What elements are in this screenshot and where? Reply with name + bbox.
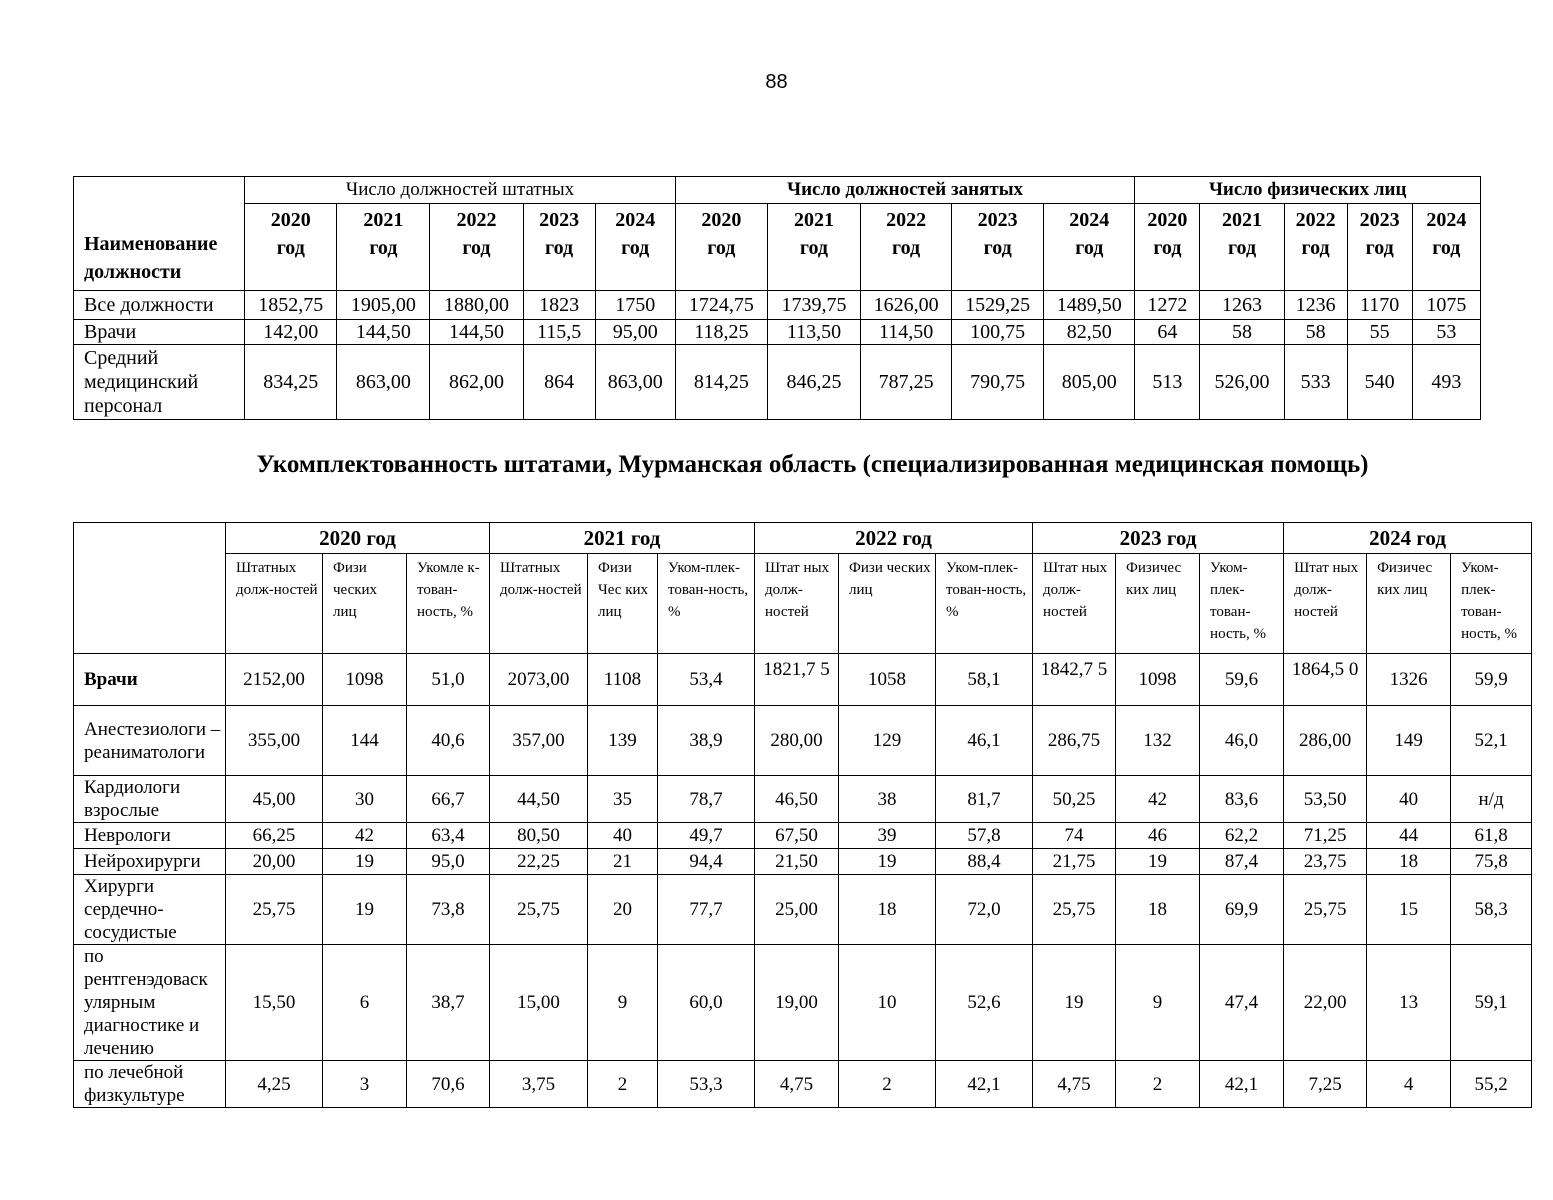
table-cell: 1075 (1412, 291, 1480, 320)
column-subheader: Уком-плек-тован-ность, % (1451, 554, 1532, 654)
year-unit: год (1075, 237, 1104, 259)
column-subheader: Уком-плек-тован-ность, % (1200, 554, 1284, 654)
year-label: 2024 (1069, 209, 1110, 231)
table-cell: 805,00 (1044, 345, 1135, 420)
table-row (74, 291, 1481, 320)
table-cell: 39 (839, 823, 936, 849)
table-cell: 66,7 (407, 776, 490, 823)
year-unit: год (276, 237, 305, 259)
column-subheader: Уком-плек-тован-ность, % (936, 554, 1033, 654)
table-cell: 1823 (523, 291, 595, 320)
table-cell: 1529,25 (952, 291, 1044, 320)
table-cell: 357,00 (490, 706, 588, 776)
table-row (74, 945, 1532, 1061)
column-subheader: Штатных долж-ностей (490, 554, 588, 654)
year-unit: год (1227, 237, 1257, 259)
table-cell: 18 (839, 875, 936, 945)
table-cell: 59,1 (1451, 945, 1532, 1061)
row-name: Кардиологи взрослые (74, 776, 226, 823)
table-cell: 38,7 (407, 945, 490, 1061)
table-cell: 57,8 (936, 823, 1033, 849)
table-cell: 355,00 (226, 706, 323, 776)
table-row (74, 1061, 1532, 1108)
table1-year-header (523, 204, 595, 291)
table-cell: 77,7 (658, 875, 755, 945)
table-cell: 46,0 (1200, 706, 1284, 776)
table-cell: 22,25 (490, 849, 588, 875)
table-cell: 58 (1200, 320, 1284, 345)
year-unit: год (799, 237, 829, 259)
table-cell: 25,75 (1284, 875, 1367, 945)
year-unit: год (1301, 237, 1330, 259)
table-row (74, 875, 1532, 945)
row-name: Неврологи (74, 823, 226, 849)
year-unit: год (1432, 237, 1461, 259)
table-cell: 73,8 (407, 875, 490, 945)
year-label: 2023 (1359, 209, 1400, 231)
table-cell: 19 (1116, 849, 1200, 875)
table-cell: 787,25 (861, 345, 952, 420)
table-cell: 23,75 (1284, 849, 1367, 875)
table-cell: 1272 (1135, 291, 1200, 320)
table-cell: 144 (323, 706, 407, 776)
table1-year-header (1200, 204, 1284, 291)
table-cell: 70,6 (407, 1061, 490, 1108)
year-unit: год (1365, 237, 1394, 259)
column-subheader: Штатных долж-ностей (226, 554, 323, 654)
table1-group-persons: Число физических лиц (1135, 177, 1481, 204)
table-cell: 20 (588, 875, 658, 945)
table-cell: 13 (1367, 945, 1451, 1061)
table1-group-staff: Число должностей штатных (245, 177, 676, 204)
table-cell: 51,0 (407, 654, 490, 706)
table-cell: 46 (1116, 823, 1200, 849)
table-cell: 1842,7 5 (1033, 654, 1116, 706)
table-cell: 46,1 (936, 706, 1033, 776)
table-cell: 46,50 (755, 776, 839, 823)
table-cell: 115,5 (523, 320, 595, 345)
column-subheader: Физичес ких лиц (1116, 554, 1200, 654)
table-cell: 58,1 (936, 654, 1033, 706)
table-cell: 22,00 (1284, 945, 1367, 1061)
year-label: 2021 (1222, 209, 1262, 231)
table-cell: 1489,50 (1044, 291, 1135, 320)
table-cell: 129 (839, 706, 936, 776)
table-cell: 1263 (1200, 291, 1284, 320)
table-cell: 9 (588, 945, 658, 1061)
table-cell: 21,50 (755, 849, 839, 875)
table-row (74, 345, 1481, 420)
table2-corner (74, 523, 226, 654)
table-cell: 862,00 (430, 345, 523, 420)
table-cell: 834,25 (245, 345, 337, 420)
table-cell: 2 (839, 1061, 936, 1108)
table-cell: 62,2 (1200, 823, 1284, 849)
row-name: по лечебной физкультуре (74, 1061, 226, 1108)
table-cell: 1098 (323, 654, 407, 706)
table-cell: 42,1 (1200, 1061, 1284, 1108)
column-subheader: Укомле к-тован-ность, % (407, 554, 490, 654)
table-cell: 864 (523, 345, 595, 420)
table-cell: 88,4 (936, 849, 1033, 875)
table-cell: 45,00 (226, 776, 323, 823)
table-row (74, 706, 1532, 776)
table-row (74, 849, 1532, 875)
year-unit: год (545, 237, 574, 259)
table1-year-header (1135, 204, 1200, 291)
table-cell: 49,7 (658, 823, 755, 849)
table-cell: 4 (1367, 1061, 1451, 1108)
year-unit: год (621, 237, 650, 259)
staffing-table (73, 522, 1532, 1108)
table-cell: 114,50 (861, 320, 952, 345)
table-cell: 280,00 (755, 706, 839, 776)
year-unit: год (892, 237, 921, 259)
table-cell: 44 (1367, 823, 1451, 849)
table1-name-header: Наименование должности (74, 177, 245, 291)
table-cell: 63,4 (407, 823, 490, 849)
table-cell: 53,4 (658, 654, 755, 706)
table-cell: 19 (323, 875, 407, 945)
table-cell: 40 (1367, 776, 1451, 823)
column-subheader: Уком-плек-тован-ность, % (658, 554, 755, 654)
table-cell: 50,25 (1033, 776, 1116, 823)
table-cell: 15,50 (226, 945, 323, 1061)
table-cell: 59,9 (1451, 654, 1532, 706)
year-label: 2022 (1295, 209, 1336, 231)
table-cell: 69,9 (1200, 875, 1284, 945)
table1-year-header (861, 204, 952, 291)
year-label: 2022 (456, 209, 497, 231)
table-row (74, 654, 1532, 706)
table-cell: 526,00 (1200, 345, 1284, 420)
table-cell: 149 (1367, 706, 1451, 776)
table-cell: н/д (1451, 776, 1532, 823)
row-name: Средний медицинский персонал (74, 345, 245, 420)
table-cell: 100,75 (952, 320, 1044, 345)
table1-year-header (245, 204, 337, 291)
row-name: Хирурги сердечно-сосудистые (74, 875, 226, 945)
table-cell: 44,50 (490, 776, 588, 823)
row-name: Врачи (74, 654, 226, 706)
year-label: 2022 (886, 209, 927, 231)
table-cell: 513 (1135, 345, 1200, 420)
table-cell: 53,50 (1284, 776, 1367, 823)
table-cell: 2 (1116, 1061, 1200, 1108)
table-cell: 18 (1367, 849, 1451, 875)
table-cell: 59,6 (1200, 654, 1284, 706)
table-cell: 19 (323, 849, 407, 875)
table-cell: 81,7 (936, 776, 1033, 823)
table-cell: 4,75 (755, 1061, 839, 1108)
table-cell: 286,00 (1284, 706, 1367, 776)
year-unit: год (983, 237, 1012, 259)
table-cell: 1724,75 (675, 291, 767, 320)
table-cell: 53,3 (658, 1061, 755, 1108)
table-cell: 19 (1033, 945, 1116, 1061)
table-cell: 1326 (1367, 654, 1451, 706)
table-cell: 21 (588, 849, 658, 875)
table-cell: 78,7 (658, 776, 755, 823)
table-cell: 1905,00 (337, 291, 430, 320)
table-cell: 15 (1367, 875, 1451, 945)
table-cell: 533 (1284, 345, 1347, 420)
table-cell: 58,3 (1451, 875, 1532, 945)
year-label: 2023 (539, 209, 580, 231)
year-unit: год (707, 237, 736, 259)
year-group-header: 2023 год (1033, 523, 1284, 554)
table-cell: 4,75 (1033, 1061, 1116, 1108)
table-cell: 863,00 (595, 345, 675, 420)
year-group-header: 2024 год (1284, 523, 1532, 554)
table-row (74, 823, 1532, 849)
table-cell: 80,50 (490, 823, 588, 849)
table-cell: 87,4 (1200, 849, 1284, 875)
table-row (74, 320, 1481, 345)
table-cell: 3 (323, 1061, 407, 1108)
table-cell: 540 (1347, 345, 1412, 420)
staff-positions-table (73, 176, 1481, 420)
table-cell: 1058 (839, 654, 936, 706)
table-cell: 52,6 (936, 945, 1033, 1061)
row-name: по рентгенэдоваск улярным диагностике и лечению (74, 945, 226, 1061)
table1-year-header (767, 204, 860, 291)
table-cell: 60,0 (658, 945, 755, 1061)
year-group-header: 2021 год (490, 523, 755, 554)
table-cell: 25,75 (490, 875, 588, 945)
table1-year-header (675, 204, 767, 291)
year-group-header: 2020 год (226, 523, 490, 554)
table-cell: 118,25 (675, 320, 767, 345)
table-cell: 82,50 (1044, 320, 1135, 345)
table-cell: 4,25 (226, 1061, 323, 1108)
table-cell: 846,25 (767, 345, 860, 420)
table1-year-header (1412, 204, 1480, 291)
year-label: 2024 (1426, 209, 1467, 231)
table-cell: 1864,5 0 (1284, 654, 1367, 706)
table-cell: 94,4 (658, 849, 755, 875)
table-cell: 40 (588, 823, 658, 849)
table-cell: 863,00 (337, 345, 430, 420)
table-cell: 15,00 (490, 945, 588, 1061)
year-label: 2024 (615, 209, 656, 231)
table-cell: 75,8 (1451, 849, 1532, 875)
year-label: 2020 (270, 209, 311, 231)
year-label: 2021 (363, 209, 404, 231)
table-cell: 67,50 (755, 823, 839, 849)
table-cell: 21,75 (1033, 849, 1116, 875)
table-cell: 52,1 (1451, 706, 1532, 776)
table1-year-header (952, 204, 1044, 291)
table-cell: 71,25 (1284, 823, 1367, 849)
year-label: 2020 (701, 209, 742, 231)
table-cell: 42 (323, 823, 407, 849)
table-cell: 144,50 (430, 320, 523, 345)
table-cell: 42,1 (936, 1061, 1033, 1108)
table-cell: 2073,00 (490, 654, 588, 706)
table-cell: 40,6 (407, 706, 490, 776)
table-cell: 139 (588, 706, 658, 776)
table-cell: 55,2 (1451, 1061, 1532, 1108)
table-cell: 6 (323, 945, 407, 1061)
year-unit: год (1153, 237, 1182, 259)
table1-year-header (1284, 204, 1347, 291)
table-cell: 2 (588, 1061, 658, 1108)
column-subheader: Физи ческих лиц (839, 554, 936, 654)
table-cell: 35 (588, 776, 658, 823)
row-name: Врачи (74, 320, 245, 345)
table1-year-header (595, 204, 675, 291)
table-cell: 814,25 (675, 345, 767, 420)
column-subheader: Штат ных долж-ностей (1284, 554, 1367, 654)
table-cell: 286,75 (1033, 706, 1116, 776)
table-cell: 66,25 (226, 823, 323, 849)
table-cell: 61,8 (1451, 823, 1532, 849)
table1-year-header (1347, 204, 1412, 291)
page-number: 88 (765, 71, 788, 93)
table-cell: 64 (1135, 320, 1200, 345)
table-cell: 95,00 (595, 320, 675, 345)
table-cell: 1108 (588, 654, 658, 706)
row-name: Все должности (74, 291, 245, 320)
table-row (74, 776, 1532, 823)
table1-year-header (337, 204, 430, 291)
table-cell: 144,50 (337, 320, 430, 345)
table-cell: 47,4 (1200, 945, 1284, 1061)
table-cell: 25,75 (226, 875, 323, 945)
table-cell: 1750 (595, 291, 675, 320)
column-subheader: Физи Чес ких лиц (588, 554, 658, 654)
table-cell: 9 (1116, 945, 1200, 1061)
table-cell: 38 (839, 776, 936, 823)
table-cell: 83,6 (1200, 776, 1284, 823)
table-cell: 38,9 (658, 706, 755, 776)
table-cell: 142,00 (245, 320, 337, 345)
column-subheader: Физичес ких лиц (1367, 554, 1451, 654)
table-cell: 493 (1412, 345, 1480, 420)
row-name: Анестезиологи – реаниматологи (74, 706, 226, 776)
table-cell: 53 (1412, 320, 1480, 345)
table-cell: 2152,00 (226, 654, 323, 706)
table-cell: 1098 (1116, 654, 1200, 706)
year-label: 2023 (977, 209, 1018, 231)
table-cell: 3,75 (490, 1061, 588, 1108)
table1-year-header (430, 204, 523, 291)
table-cell: 113,50 (767, 320, 860, 345)
table-cell: 42 (1116, 776, 1200, 823)
year-label: 2021 (793, 209, 834, 231)
year-unit: год (369, 237, 398, 259)
year-group-header: 2022 год (755, 523, 1033, 554)
table-cell: 1170 (1347, 291, 1412, 320)
table1-year-header (1044, 204, 1135, 291)
column-subheader: Штат ных долж-ностей (1033, 554, 1116, 654)
table-cell: 58 (1284, 320, 1347, 345)
table-cell: 18 (1116, 875, 1200, 945)
table-cell: 1880,00 (430, 291, 523, 320)
column-subheader: Штат ных долж-ностей (755, 554, 839, 654)
table-cell: 30 (323, 776, 407, 823)
year-unit: год (462, 237, 491, 259)
table-cell: 1739,75 (767, 291, 860, 320)
section-title: Укомплектованность штатами, Мурманская область (специализированная медицинская помощь) (256, 451, 1369, 478)
table-cell: 7,25 (1284, 1061, 1367, 1108)
row-name: Нейрохирурги (74, 849, 226, 875)
table-cell: 19,00 (755, 945, 839, 1061)
column-subheader: Физи ческих лиц (323, 554, 407, 654)
table-cell: 1626,00 (861, 291, 952, 320)
table-cell: 72,0 (936, 875, 1033, 945)
table-cell: 19 (839, 849, 936, 875)
table-cell: 132 (1116, 706, 1200, 776)
table-cell: 10 (839, 945, 936, 1061)
table-cell: 25,75 (1033, 875, 1116, 945)
table-cell: 790,75 (952, 345, 1044, 420)
table-cell: 1236 (1284, 291, 1347, 320)
table-cell: 74 (1033, 823, 1116, 849)
table1-group-occupied: Число должностей занятых (675, 177, 1135, 204)
year-label: 2020 (1147, 209, 1188, 231)
table-cell: 55 (1347, 320, 1412, 345)
table-cell: 1821,7 5 (755, 654, 839, 706)
table-cell: 1852,75 (245, 291, 337, 320)
table-cell: 95,0 (407, 849, 490, 875)
table-cell: 20,00 (226, 849, 323, 875)
table-cell: 25,00 (755, 875, 839, 945)
